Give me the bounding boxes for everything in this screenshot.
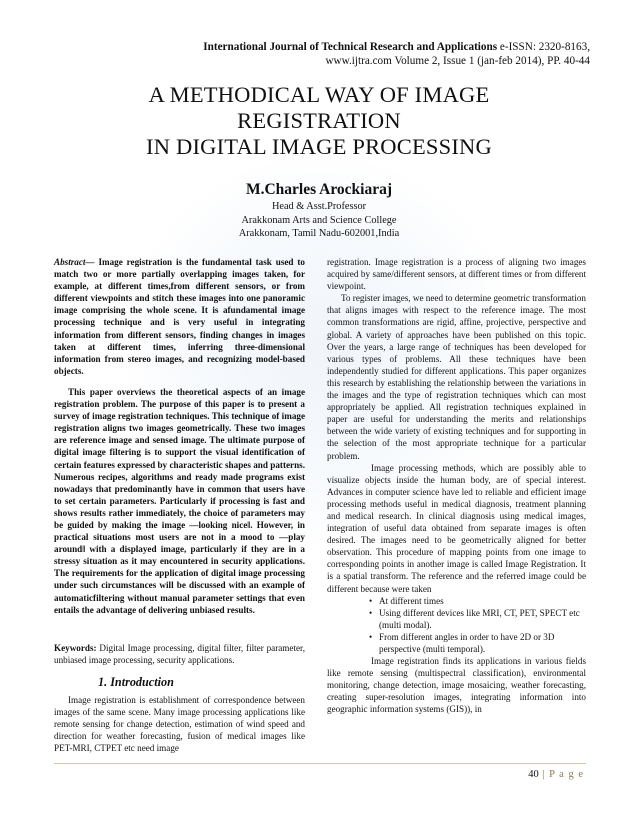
footer-divider <box>54 763 586 764</box>
paper-title <box>60 82 578 160</box>
bullet-glyph: • <box>369 595 373 606</box>
page-label: P a g e <box>549 769 584 780</box>
abstract-text-1: Image registration is the fundamental task used to match two or more partially overlapping images taken, for example, at different times,from different sensors, or from different viewpoints and stitch these images into one panoramic image comprising the whole scene. It is afundamental image processing technique and is very useful in integrating information from different sensors, finding changes in images taken at different times, inferring three-dimensional information from stereo images, and recognizing model-based objects. <box>54 257 305 376</box>
title-line-3: IN DIGITAL IMAGE PROCESSING <box>146 134 492 159</box>
author-address: Arakkonam, Tamil Nadu-602001,India <box>238 228 400 239</box>
introduction-paragraph-1: Image registration is establishment of correspondence between images of the same scene. Many image processing applications like remote sensing for change detection, estimation of wind speed and direction for weather forecasting, fusion of medical images like PET-MRI, CTPET etc need image <box>54 694 305 754</box>
bullet-item <box>369 607 586 631</box>
bullet-list <box>327 595 586 655</box>
abstract-lead: Abstract— <box>54 257 95 267</box>
bullet-item <box>369 631 586 655</box>
bullet-glyph: • <box>369 607 373 618</box>
header-line-1 <box>70 40 590 54</box>
journal-issn: e-ISSN: 2320-8163, <box>497 41 590 53</box>
page-separator: | <box>538 769 550 780</box>
page-footer <box>528 768 584 781</box>
keywords-text: Digital Image processing, digital filter, filter parameter, unbiased image processing, security applications. <box>54 642 305 665</box>
author-name: M.Charles Arockiaraj <box>245 181 393 198</box>
author-block <box>60 180 578 241</box>
journal-header <box>70 40 590 68</box>
title-line-2: REGISTRATION <box>237 108 401 133</box>
abstract <box>54 256 305 616</box>
page-number: 40 <box>528 769 539 780</box>
journal-name: International Journal of Technical Research and Applications <box>203 41 498 53</box>
bullet-item <box>369 595 586 607</box>
body-paragraph-4: Image registration finds its applications in various fields like remote sensing (multispectral classification), environmental monitoring, change detection, image mosaicing, weather forecasting, creating super-resolution images, integrating information into geographic information systems (GIS)), in <box>327 656 586 715</box>
right-column <box>327 256 586 716</box>
bullet-glyph: • <box>369 631 373 642</box>
body-paragraph-3: Image processing methods, which are possibly able to visualize objects inside the human body, are of special interest. Advances in computer science have led to reliable and efficient image processing methods useful in medical diagnosis, treatment planning and medical research. In clinical diagnosis using medical images, integration of useful data obtained from separate images is often desired. The images need to be geometrically aligned for better observation. This procedure of mapping points from one image to corresponding points in another image is called Image Registration. It is a spatial transform. The reference and the referred image could be different because were taken <box>327 462 586 594</box>
body-paragraph-2: To register images, we need to determine geometric transformation that aligns images with respect to the reference image. The most common transformations are rigid, affine, projective, perspective and global. A variety of approaches have been published on this topic. Over the years, a large range of techniques has been developed for various types of problems. All these techniques have been independently studied for different applications. This paper organizes this research by establishing the relationship between the variations in the images and the type of registration techniques which can most appropriately be applied. All registration techniques explained in paper are useful for understanding the merits and relationships between the wide variety of existing techniques and for supporting in the selection of the most appropriate technique for a particular problem. <box>327 293 586 461</box>
body-paragraph-1: registration. Image registration is a process of aligning two images acquired by same/different sensors, at different times or from different viewpoint. <box>327 257 586 292</box>
title-line-1: A METHODICAL WAY OF IMAGE <box>148 82 490 107</box>
keywords <box>54 642 305 666</box>
section-heading-introduction: 1. Introduction <box>98 674 174 689</box>
bullet-text: From different angles in order to have 2D or 3D perspective (multi temporal). <box>379 631 555 654</box>
bullet-text: Using different devices like MRI, CT, PET, SPECT etc (multi modal). <box>379 607 580 630</box>
bullet-text: At different times <box>379 595 444 606</box>
keywords-lead: Keywords: <box>54 642 97 653</box>
abstract-paragraph-1 <box>54 256 305 377</box>
header-line-2: www.ijtra.com Volume 2, Issue 1 (jan-feb 2014), PP. 40-44 <box>325 55 590 67</box>
left-column <box>54 256 305 754</box>
author-institution: Arakkonam Arts and Science College <box>241 214 397 226</box>
author-role: Head & Asst.Professor <box>271 201 367 212</box>
abstract-paragraph-2: This paper overviews the theoretical aspects of an image registration problem. The purpose of this paper is to present a survey of image registration techniques. This technique of image registration aligns two images geometrically. These two images are reference image and sensed image. The ultimate purpose of digital image filtering is to support the visual identification of certain features expressed by characteristic shapes and patterns. Numerous recipes, algorithms and ready made programs exist nowadays that predominantly have in common that users have to set certain parameters. Particularly if processing is fast and shows results rather immediately, the choice of parameters may be guided by making the image ―looking nice‖. However, in practical situations most users are not in a mood to ―play around‖ with a displayed image, particularly if they are in a stressy situation as it may encountered in security applications. The requirements for the application of digital image processing under such circumstances will be discussed with an example of automaticfiltering without manual parameter settings that even entails the advantage of delivering unbiased results. <box>54 386 305 615</box>
